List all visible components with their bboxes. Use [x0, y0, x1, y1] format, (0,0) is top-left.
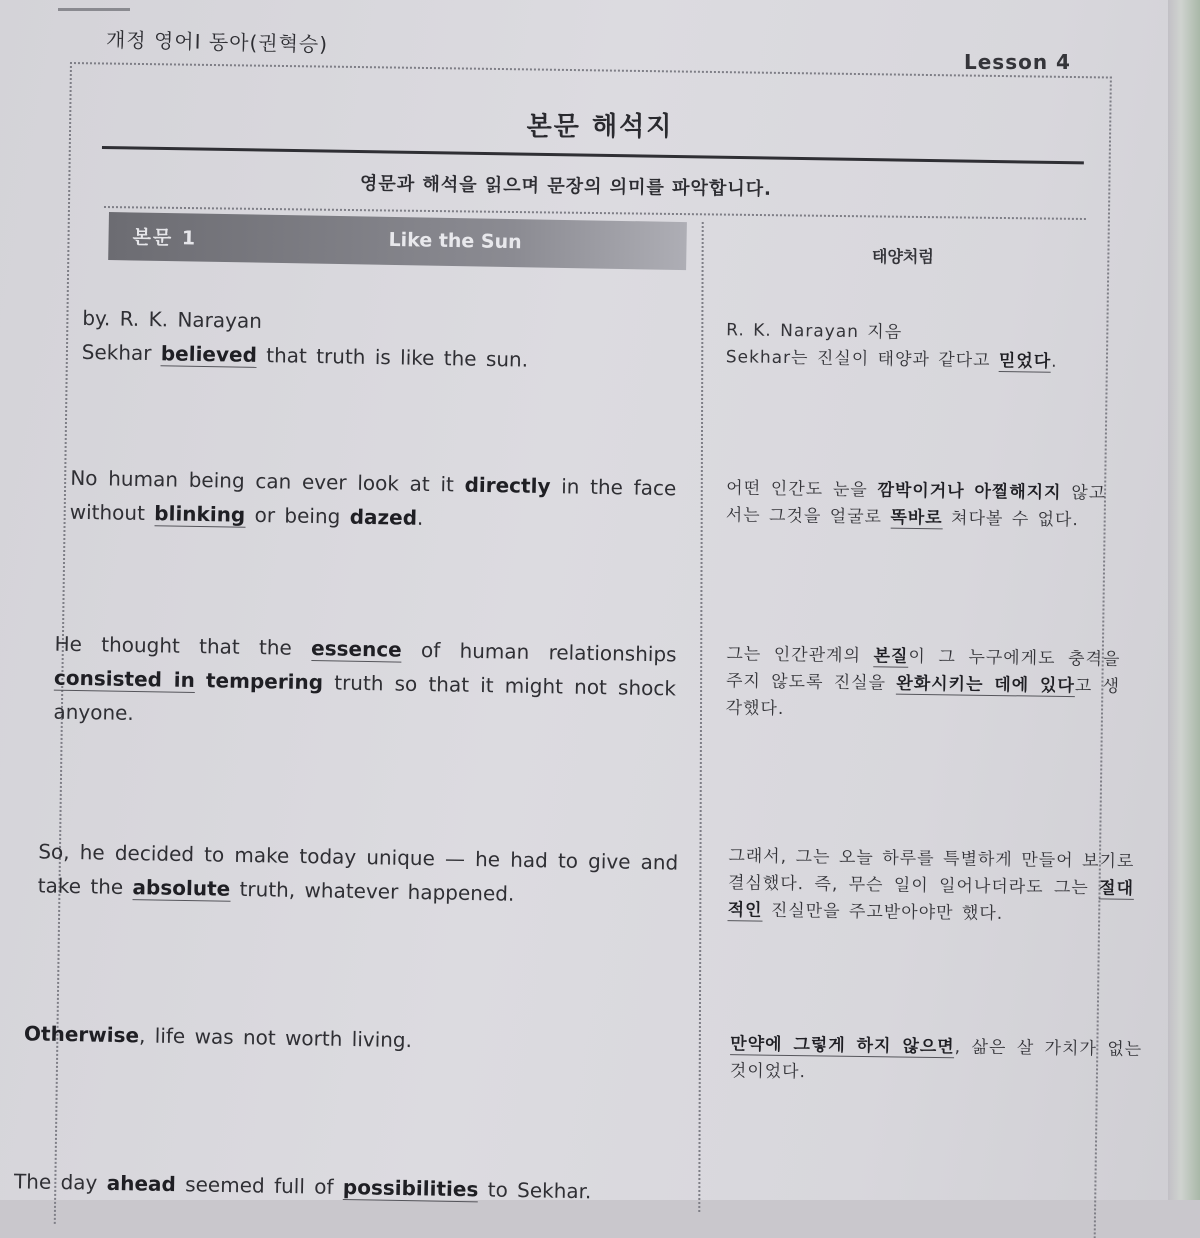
text: .	[416, 505, 424, 530]
korean-translation-3	[725, 641, 1120, 727]
key-word: directly	[464, 472, 551, 499]
text: truth so that it might not shock anyone.	[53, 670, 677, 725]
text: 진실만을 주고받아야만 했다.	[762, 900, 1004, 925]
key-word: 똑바로	[890, 507, 943, 529]
korean-translation-5	[730, 1031, 1143, 1091]
english-sentence-3	[53, 627, 677, 740]
text: , 삶은 살 가치가 없는 것이었다.	[729, 1037, 1143, 1083]
english-sentence-1	[81, 301, 672, 379]
text: 쳐다볼 수 없다.	[942, 508, 1079, 531]
text	[965, 482, 975, 502]
text: The day	[13, 1169, 107, 1195]
text: of human relationships	[401, 637, 677, 667]
text: , life was not worth living.	[138, 1023, 413, 1053]
key-word: absolute	[132, 875, 231, 901]
key-word: believed	[160, 341, 258, 367]
text: So, he decided to make today unique — he had to give and take the	[37, 839, 679, 900]
page-edge	[1168, 0, 1200, 1200]
top-mark	[58, 8, 130, 11]
text: Sekhar	[81, 339, 162, 366]
text: or being	[245, 502, 350, 529]
text: 이 그 누구에게도 충격을 주지 않도록 진실을	[725, 646, 1121, 694]
english-sentence-2	[69, 461, 676, 540]
key-word: consisted in	[53, 665, 196, 693]
key-word: 믿었다	[998, 351, 1052, 372]
text: seemed full of	[175, 1172, 344, 1199]
text: No human being can ever look at it	[70, 465, 465, 497]
text: 어떤 인간도 눈을	[726, 478, 878, 501]
key-word: possibilities	[342, 1174, 479, 1202]
key-word: 만약에 그렇게 하지 않으면	[730, 1034, 955, 1058]
text: 않고서는 그것을 얼굴로	[725, 483, 1107, 528]
key-word: 아찔해지지	[974, 481, 1062, 504]
text: to Sekhar.	[478, 1177, 592, 1204]
text: He thought that the	[54, 631, 312, 661]
section-header-bar	[108, 212, 687, 270]
key-word: 본질	[873, 646, 909, 667]
section-number: 본문 1	[132, 226, 198, 250]
course-title: 개정 영어I 동아(권혁승)	[105, 27, 329, 57]
english-sentence-4	[37, 834, 678, 913]
author-line: R. K. Narayan 지음	[726, 320, 903, 343]
text: truth, whatever happened.	[230, 876, 515, 906]
key-word: 절대적인	[727, 878, 1135, 921]
korean-translation-4	[727, 843, 1134, 930]
key-word: 깜박이거나	[877, 480, 965, 502]
author-line: by. R. K. Narayan	[82, 305, 263, 333]
text: in the face without	[69, 474, 677, 526]
korean-translation-1	[726, 317, 1127, 377]
key-word: ahead	[106, 1170, 177, 1197]
text: 그래서, 그는 오늘 하루를 특별하게 만들어 보기로 결심했다. 즉, 무슨 일이 일어나더라도 그는	[727, 846, 1135, 899]
section-english-title: Like the Sun	[388, 228, 522, 254]
text: .	[1051, 351, 1058, 372]
section-korean-title: 태양처럼	[872, 247, 934, 266]
text: 고 생각했다.	[725, 676, 1121, 720]
text	[195, 668, 207, 692]
korean-translation-2	[726, 475, 1107, 534]
key-word: Otherwise	[23, 1021, 140, 1048]
text: Sekhar는 진실이 태양과 같다고	[725, 347, 1000, 372]
instruction-text: 영문과 해석을 읽으며 문장의 의미를 파악합니다.	[359, 173, 773, 200]
lesson-label: Lesson 4	[964, 50, 1071, 74]
text: 그는 인간관계의	[726, 644, 874, 667]
key-word: essence	[310, 636, 402, 662]
key-word: dazed	[349, 504, 418, 530]
translation-line	[726, 344, 1126, 377]
key-word: blinking	[154, 501, 246, 527]
key-word: 완화시키는 데에 있다	[896, 673, 1075, 697]
text: that truth is like the sun.	[256, 342, 529, 372]
page-title: 본문 해석지	[526, 112, 674, 142]
key-word: tempering	[205, 668, 324, 695]
